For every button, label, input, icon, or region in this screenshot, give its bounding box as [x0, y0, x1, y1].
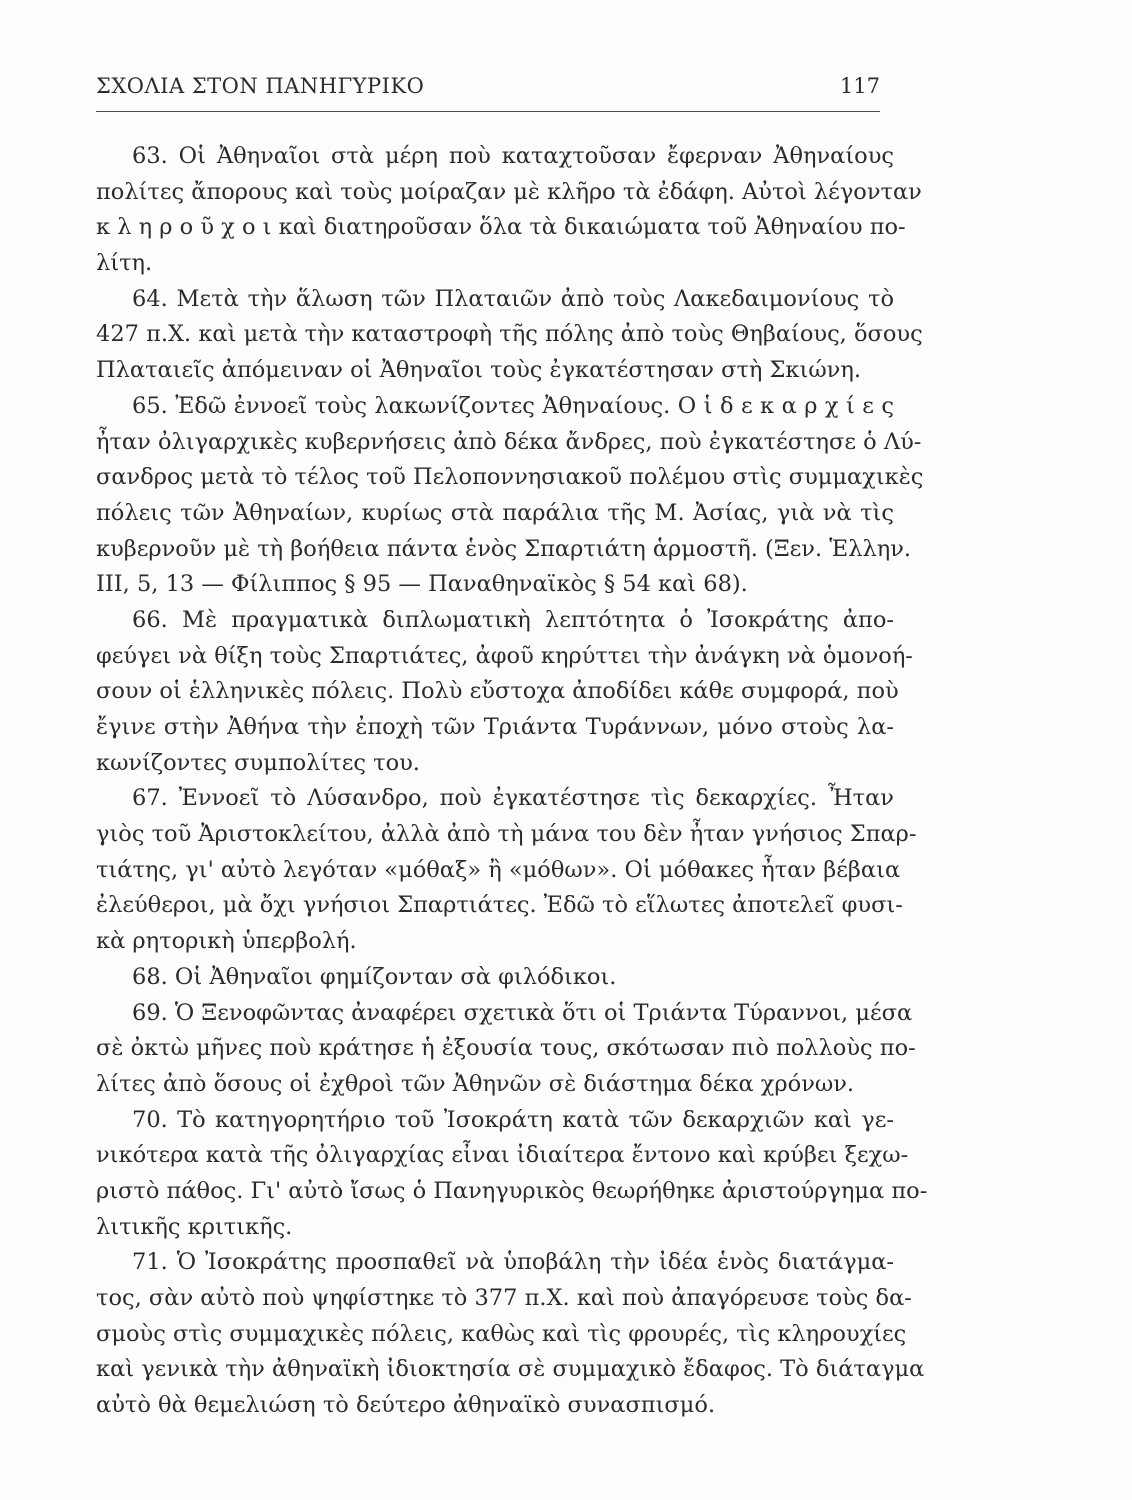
note-63-line-3: κ λ η ρ ο ῦ χ ο ι καὶ διατηροῦσαν ὅλα τὰ δικαιώματα τοῦ Ἀθηναίου πο-	[96, 214, 906, 241]
note-70-line-4: λιτικῆς κριτικῆς.	[96, 1213, 293, 1240]
note-71-line-4: καὶ γενικὰ τὴν ἀθηναϊκὴ ἰδιοκτησία σὲ συμμαχικὸ ἔδαφος. Τὸ διάταγμα	[96, 1356, 925, 1383]
note-66-line-1: 66. Μὲ πραγματικὰ διπλωματικὴ λεπτότητα ὁ Ἰσοκράτης ἀπο-	[132, 606, 894, 633]
note-71-line-5: αὐτὸ θὰ θεμελιώση τὸ δεύτερο ἀθηναϊκὸ συνασπισμό.	[96, 1392, 716, 1419]
note-65-line-1: 65. Ἐδῶ ἐννοεῖ τοὺς λακωνίζοντες Ἀθηναίους. Ο ἱ δ ε κ α ρ χ ί ε ς	[132, 392, 894, 419]
note-70-line-3: ριστὸ πάθος. Γι' αὐτὸ ἴσως ὁ Πανηγυρικὸς θεωρήθηκε ἀριστούργημα πο-	[96, 1177, 928, 1204]
note-69-line-1: 69. Ὁ Ξενοφῶντας ἀναφέρει σχετικὰ ὅτι οἱ Τριάντα Τύραννοι, μέσα	[132, 999, 913, 1026]
note-67-line-3: τιάτης, γι' αὐτὸ λεγόταν «μόθαξ» ἢ «μόθων». Οἱ μόθακες ἦταν βέβαια	[96, 856, 901, 883]
note-63-line-4: λίτη.	[96, 250, 153, 277]
note-69-line-3: λίτες ἀπὸ ὅσους οἱ ἐχθροὶ τῶν Ἀθηνῶν σὲ διάστημα δέκα χρόνων.	[96, 1070, 855, 1097]
notes-body	[96, 139, 928, 1424]
running-title: ΣΧΟΛΙΑ ΣΤΟΝ ΠΑΝΗΓΥΡΙΚΟ	[96, 74, 425, 98]
note-67-line-5: κὰ ρητορικὴ ὑπερβολή.	[96, 928, 357, 955]
note-65-line-2: ἦταν ὀλιγαρχικὲς κυβερνήσεις ἀπὸ δέκα ἄνδρες, ποὺ ἐγκατέστησε ὁ Λύ-	[96, 428, 922, 455]
header-rule	[96, 111, 880, 112]
note-66-line-2: φεύγει νὰ θίξη τοὺς Σπαρτιάτες, ἀφοῦ κηρύττει τὴν ἀνάγκη νὰ ὁμονοή-	[96, 642, 913, 669]
note-70-line-2: νικότερα κατὰ τῆς ὀλιγαρχίας εἶναι ἰδιαίτερα ἔντονο καὶ κρύβει ξεχω-	[96, 1142, 909, 1169]
note-64-line-1: 64. Μετὰ τὴν ἅλωση τῶν Πλαταιῶν ἀπὸ τοὺς Λακεδαιμονίους τὸ	[132, 285, 894, 312]
note-68-line-1: 68. Οἱ Ἀθηναῖοι φημίζονταν σὰ φιλόδικοι.	[132, 963, 617, 990]
note-65-line-3: σανδρος μετὰ τὸ τέλος τοῦ Πελοποννησιακοῦ πολέμου στὶς συμμαχικὲς	[96, 464, 924, 491]
note-67-line-4: ἐλεύθεροι, μὰ ὄχι γνήσιοι Σπαρτιάτες. Ἐδῶ τὸ εἵλωτες ἀποτελεῖ φυσι-	[96, 892, 903, 919]
note-71-line-1: 71. Ὁ Ἰσοκράτης προσπαθεῖ νὰ ὑποβάλη τὴν ἰδέα ἑνὸς διατάγμα-	[132, 1249, 894, 1276]
note-67-line-1: 67. Ἐννοεῖ τὸ Λύσανδρο, ποὺ ἐγκατέστησε τὶς δεκαρχίες. Ἦταν	[132, 785, 894, 812]
note-64-line-2: 427 π.Χ. καὶ μετὰ τὴν καταστροφὴ τῆς πόλης ἀπὸ τοὺς Θηβαίους, ὅσους	[96, 321, 923, 348]
page-number: 117	[839, 74, 880, 98]
running-head	[96, 74, 880, 104]
note-66-line-5: κωνίζοντες συμπολίτες του.	[96, 749, 420, 776]
note-71-line-2: τος, σὰν αὐτὸ ποὺ ψηφίστηκε τὸ 377 π.Χ. καὶ ποὺ ἀπαγόρευσε τοὺς δα-	[96, 1285, 912, 1311]
note-70-line-1: 70. Τὸ κατηγορητήριο τοῦ Ἰσοκράτη κατὰ τῶν δεκαρχιῶν καὶ γε-	[132, 1106, 894, 1133]
note-66-line-4: ἔγινε στὴν Ἀθήνα τὴν ἐποχὴ τῶν Τριάντα Τυράννων, μόνο στοὺς λα-	[96, 714, 894, 740]
note-71-line-3: σμοὺς στὶς συμμαχικὲς πόλεις, καθὼς καὶ τὶς φρουρές, τὶς κληρουχίες	[96, 1320, 907, 1347]
note-67-line-2: γιὸς τοῦ Ἀριστοκλείτου, ἀλλὰ ἀπὸ τὴ μάνα του δὲν ἦταν γνήσιος Σπαρ-	[96, 821, 917, 848]
note-64-line-3: Πλαταιεῖς ἀπόμειναν οἱ Ἀθηναῖοι τοὺς ἐγκατέστησαν στὴ Σκιώνη.	[96, 357, 861, 384]
note-69-line-2: σὲ ὀκτὼ μῆνες ποὺ κράτησε ἡ ἐξουσία τους, σκότωσαν πιὸ πολλοὺς πο-	[96, 1035, 916, 1062]
note-63-line-1: 63. Οἱ Ἀθηναῖοι στὰ μέρη ποὺ καταχτοῦσαν ἔφερναν Ἀθηναίους	[132, 143, 894, 169]
note-63-line-2: πολίτες ἄπορους καὶ τοὺς μοίραζαν μὲ κλῆρο τὰ ἐδάφη. Αὐτοὶ λέγονταν	[96, 178, 922, 205]
note-65-line-4: πόλεις τῶν Ἀθηναίων, κυρίως στὰ παράλια τῆς Μ. Ἀσίας, γιὰ νὰ τὶς	[96, 499, 894, 526]
note-65-line-6: III, 5, 13 — Φίλιππος § 95 — Παναθηναϊκὸς § 54 καὶ 68).	[96, 571, 748, 598]
note-65-line-5: κυβερνοῦν μὲ τὴ βοήθεια πάντα ἑνὸς Σπαρτιάτη ἁρμοστῆ. (Ξεν. Ἑλλην.	[96, 535, 912, 562]
note-66-line-3: σουν οἱ ἑλληνικὲς πόλεις. Πολὺ εὔστοχα ἀποδίδει κάθε συμφορά, ποὺ	[96, 678, 899, 705]
